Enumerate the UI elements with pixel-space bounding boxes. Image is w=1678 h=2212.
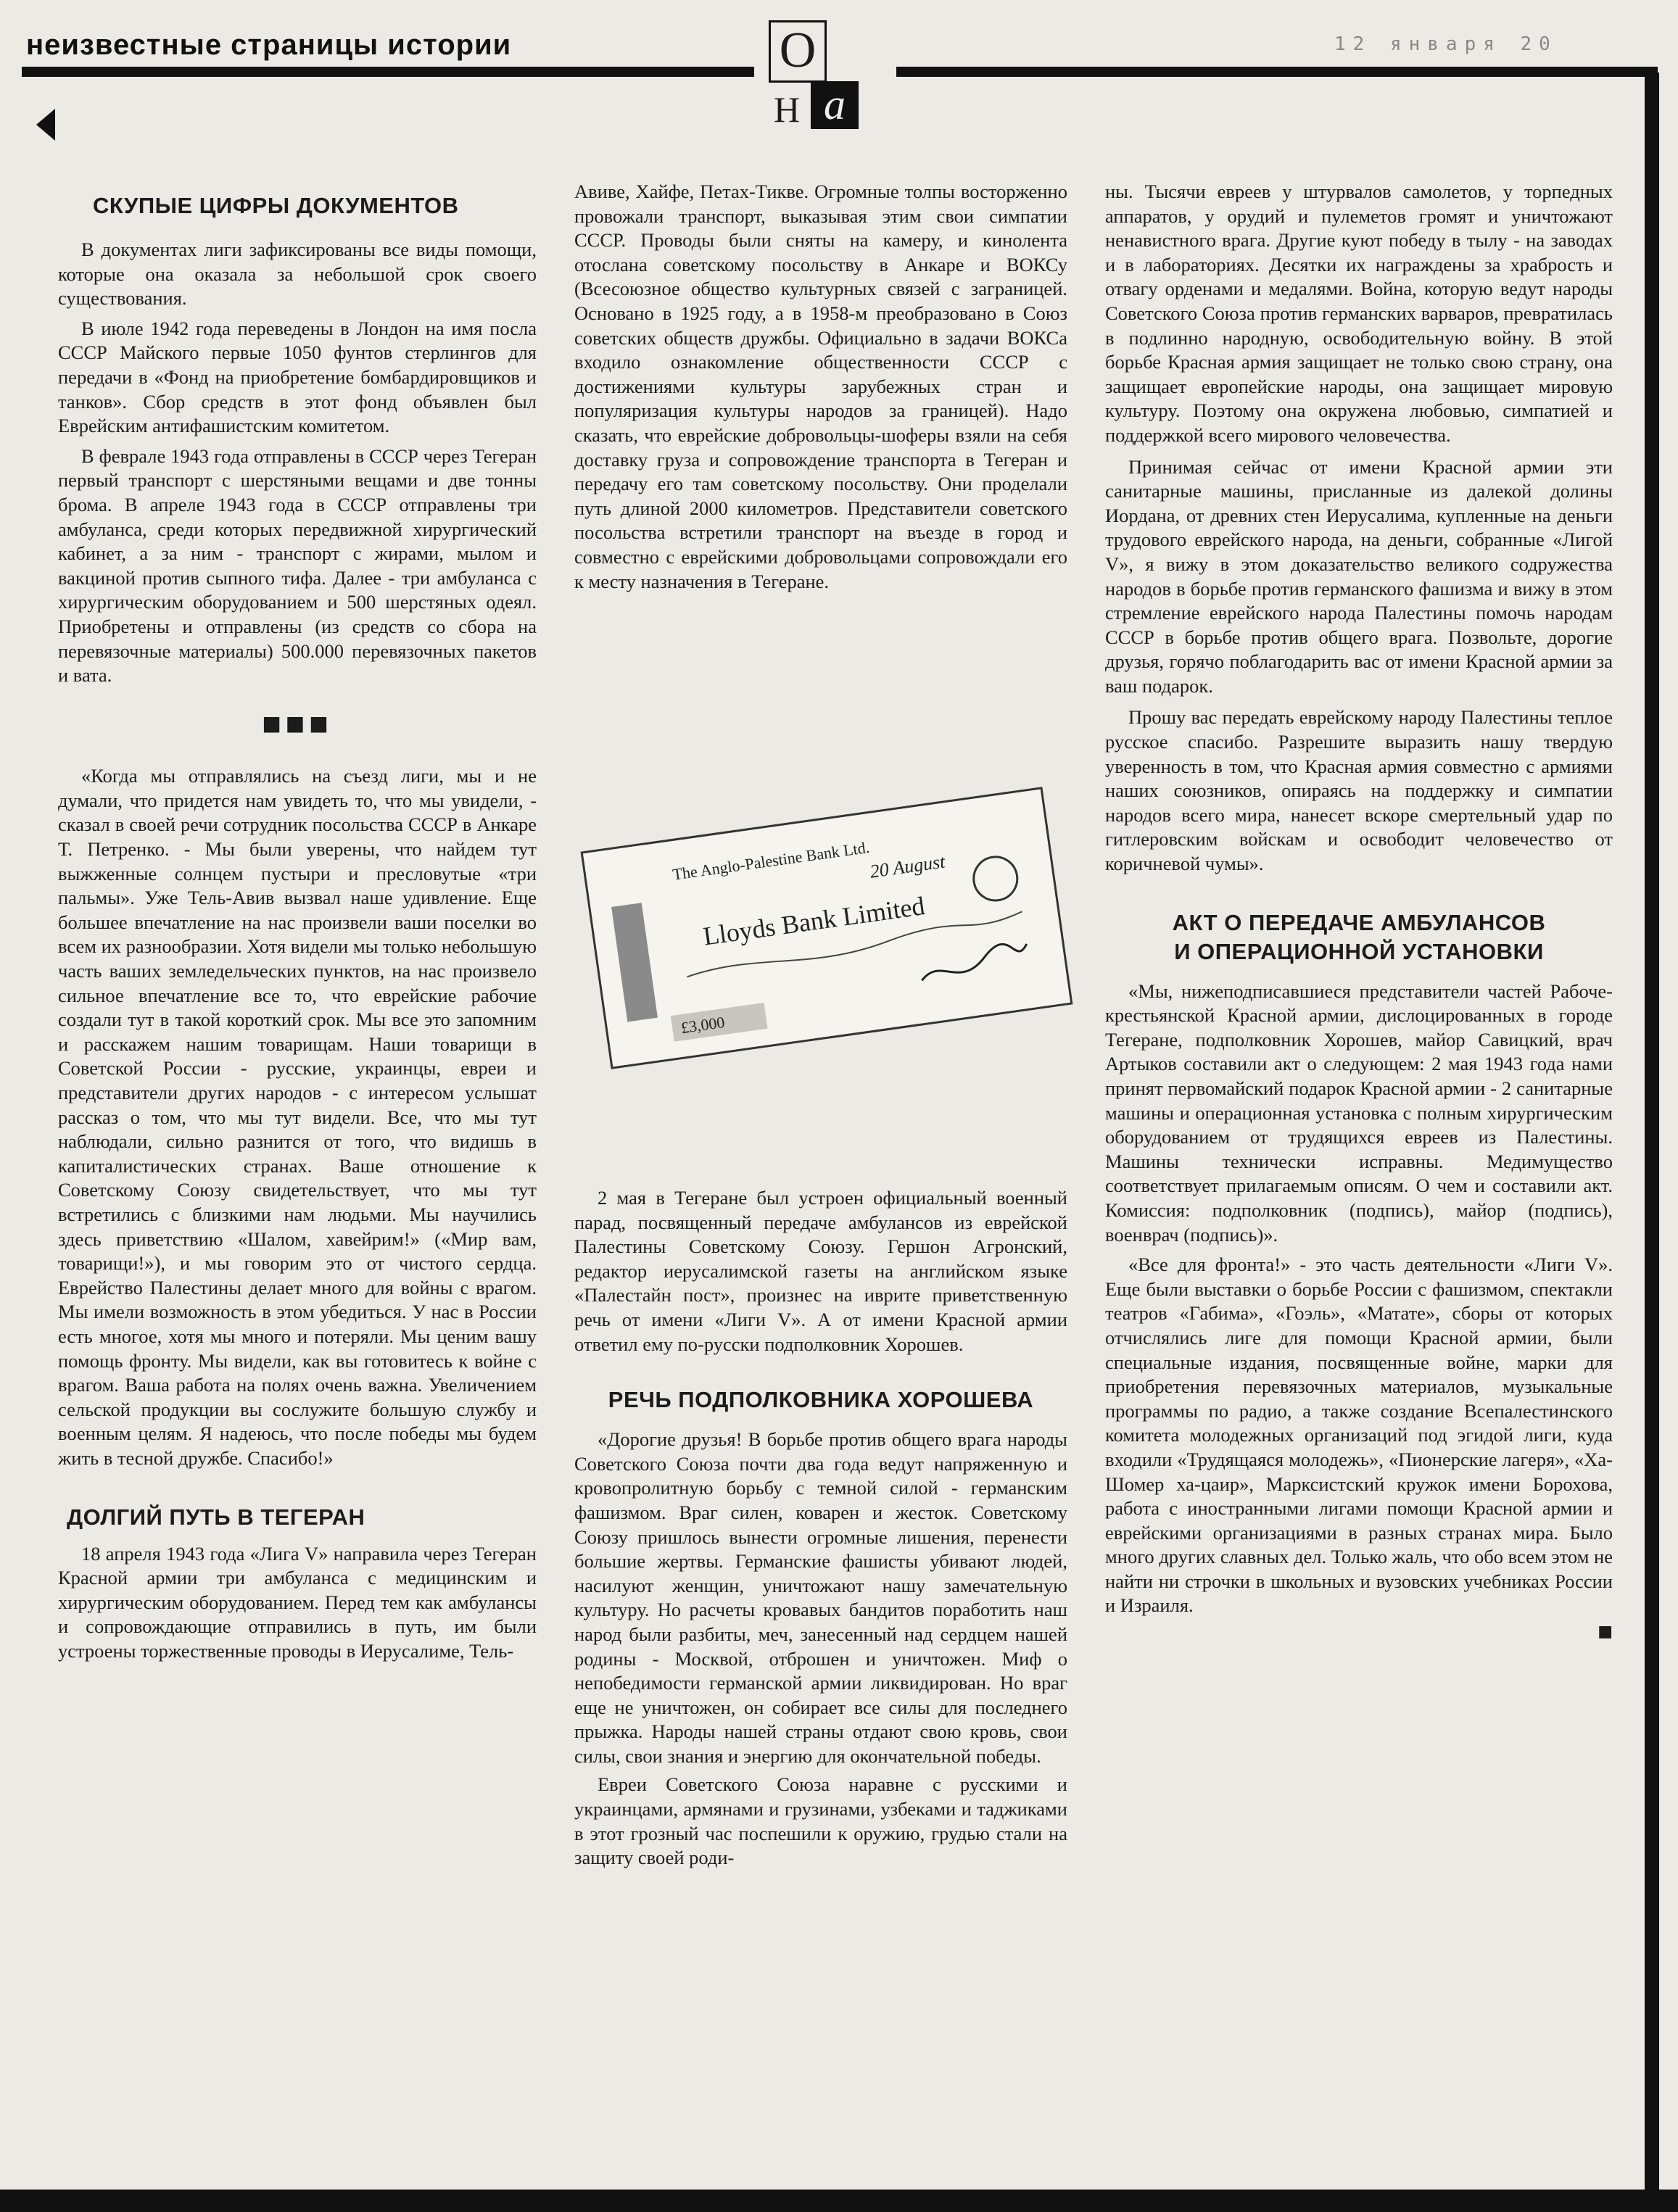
- back-arrow-icon: [36, 109, 55, 141]
- cheque-bank-top: The Anglo-Palestine Bank Ltd.: [671, 837, 871, 884]
- paragraph: «Все для фронта!» - это часть деятельности «Лиги V». Еще были выставки о борьбе России с фашизмом, спектакли театров «Габима», «Гоэль», «Матате», сборы от которых отчислялись лиге для помощи Красной армии, были специальные издания, посвященные войне, марки для приобретения перевязочных материалов, музыкальные программы по радио, а также создание Всепалестинского комитета молодежных организаций под эгидой лиги, куда входили «Трудящаяся молодежь», «Пионерские лагеря», «Ха-Шомер ха-цаир», Марксистский кружок имени Борохова, работа с иностранными лигами помощи Красной армии и еврейскими организациями в разных странах мира. Было много других славных дел. Только жаль, что обо всем этом не найти ни строчки в школьных и вузовских учебниках России и Израиля.: [1105, 1254, 1613, 1617]
- paragraph: «Дорогие друзья! В борьбе против общего врага народы Советского Союза почти два года ведут напряженную и кровопролитную борьбу с темной силой - германским фашизмом. Враг силен, коварен и жесток. Советскому Союзу пришлось вынести огромные лишения, перенести большие жертвы. Германские фашисты убивают людей, насилуют женщин, уничтожают нашу замечательную культуру. Но расчеты кровавых бандитов поработить наш народ были разбиты, меч, занесенный над сердцем нашей родины - Москвой, отброшен и уничтожен. Миф о непобедимости германской армии ликвидирован. Но враг еще не уничтожен, он собирает все силы для последнего прыжка. Народы нашей страны отдают свою кровь, свои силы, свои знания и энергию для окончательной победы.: [574, 1428, 1067, 1767]
- logo-letter-a: а: [811, 81, 859, 129]
- newspaper-logo: [769, 20, 892, 133]
- heading-transfer-act-line-2: И ОПЕРАЦИОННОЙ УСТАНОВКИ: [1174, 938, 1544, 964]
- paragraph: В феврале 1943 года отправлены в СССР через Тегеран первый транспорт с шерстяными вещами и две тонны брома. В апреле 1943 года в СССР отправлены три амбуланса, среди которых передвижной хирургический кабинет, а за ним - транспорт с жирами, мылом и вакциной против сыпного тифа. Далее - три амбуланса с хирургическим оборудованием и 500 шерстяных одеял. Приобретены и отправлены (из средств со сбора на перевязочные материалы) 500.000 перевязочных пакетов и вата.: [58, 444, 537, 687]
- cheque-amount: £3,000: [679, 1012, 726, 1037]
- paragraph: Принимая сейчас от имени Красной армии эти санитарные машины, присланные из далекой долины Иордана, от древних стен Иерусалима, купленные на деньги трудового еврейского народа, на деньги, собранные «Лигой V», я вижу в этом доказательство великого содружества народов в борьбе против германского фашизма и вижу в этом стремление еврейского народа Палестины помочь народам СССР в борьбе против общего врага. Позвольте, дорогие друзья, горячо поблагодарить вас от имени Красной армии за ваш подарок.: [1105, 455, 1613, 697]
- paragraph: «Когда мы отправлялись на съезд лиги, мы и не думали, что придется нам увидеть то, что мы увидели, - сказал в своей речи сотрудник посольства СССР в Анкаре Т. Петренко. - Мы были уверены, что найдем тут выжженные солнцем пустыри и пресловутые «три пальмы». Уже Тель-Авив вызвал наше удивление. Еще большее впечатление на нас произвели ваши поселки во всем их разнообразии. Хотя видели мы только небольшую часть ваших земледельческих пунктов, на нас произвело сильное впечатление все то, что еврейские рабочие создали тут в такой короткий срок. Мы все это запомним и расскажем нашим товарищам. Наши товарищи в Советской России - русские, украинцы, евреи и представители других народов - с интересом услышат рассказ о том, что мы тут видели. Все, что мы тут наблюдали, сильно разнится от того, что видишь в капиталистических странах. Ваше отношение к Советскому Союзу свидетельствует, что мы тут встретились с близкими нам людьми. Мы научились здесь приветствию «Шалом, хавейрим!» («Мир вам, товарищи!»), и мы говорим это от чистого сердца. Еврейство Палестины делает много для войны с врагом. Мы имели возможность в этом убедиться. У нас в России есть многое, хотя мы много и потеряли. Мы ценим вашу помощь фронту. Мы видели, как вы готовитесь к войне с врагом. Ваша работа на полях очень важна. Увеличением сельской продукции вы сослужите большую службу и военным целям. Я надеюсь, что после победы мы будем жить в тесной дружбе. Спасибо!»: [58, 765, 537, 1469]
- column-2-lower: [574, 1186, 1067, 1871]
- cheque-date: 20 August: [868, 850, 947, 882]
- paragraph: В июле 1942 года переведены в Лондон на имя посла СССР Майского первые 1050 фунтов стерлингов для передачи в «Фонд на приобретение бомбардировщиков и танков». Сбор средств в этот фонд объявлен был Еврейским антифашистским комитетом.: [58, 317, 537, 437]
- end-mark: ■: [1598, 1623, 1613, 1641]
- paragraph: ны. Тысячи евреев у штурвалов самолетов, у торпедных аппаратов, у орудий и пулеметов громят и уничтожают ненавистного врага. Другие куют победу в тылу - на заводах и в лабораториях. Десятки их награждены за храбрость и отвагу орденами и медалями. Война, которую ведут народы Советского Союза против германских варваров, превратилась в подлинно народную, освободительную войну. В этой борьбе Красная армия защищает не только свою страну, она защищает европейские народы, она защищает мировую культуру. Поэтому она окружена любовью, симпатией и поддержкой всего мирового человечества.: [1105, 181, 1613, 446]
- paragraph: 18 апреля 1943 года «Лига V» направила через Тегеран Красной армии три амбуланса с медицинским и хирургическим оборудованием. Перед тем как амбулансы и сопровождающие отправились в путь, им были устроены торжественные проводы в Иерусалиме, Тель-: [58, 1542, 537, 1662]
- section-rubric: неизвестные страницы истории: [26, 29, 512, 61]
- column-1: [58, 191, 537, 1663]
- right-margin-rule: [1645, 73, 1659, 2190]
- heading-transfer-act-line-1: АКТ О ПЕРЕДАЧЕ АМБУЛАНСОВ: [1172, 909, 1546, 935]
- paragraph: Евреи Советского Союза наравне с русскими и украинцами, армянами и грузинами, узбеками и таджиками в этот грозный час поспешили к оружию, грудью стали на защиту своей роди-: [574, 1773, 1067, 1869]
- logo-letter-n: Н: [773, 89, 801, 130]
- column-3: [1105, 180, 1613, 1644]
- header-rule-right: [896, 67, 1658, 77]
- issue-date: 12 января 20: [1334, 33, 1558, 55]
- column-2: [574, 180, 1067, 594]
- bottom-rule: [0, 2190, 1678, 2212]
- heading-long-way-to-tehran: ДОЛГИЙ ПУТЬ В ТЕГЕРАН: [67, 1504, 365, 1530]
- section-divider: ■■■: [262, 711, 333, 735]
- cheque-image: [573, 776, 1080, 1080]
- heading-scant-figures: СКУПЫЕ ЦИФРЫ ДОКУМЕНТОВ: [93, 193, 459, 218]
- heading-khoroshev-speech: РЕЧЬ ПОДПОЛКОВНИКА ХОРОШЕВА: [608, 1387, 1034, 1413]
- paragraph: Авиве, Хайфе, Петах-Тикве. Огромные толпы восторженно провожали транспорт, выказывая этим свои симпатии СССР. Проводы были сняты на камеру, и кинолента отослана советскому посольству в Анкаре и ВОКСу (Всесоюзное общество культурных связей с заграницей. Основано в 1925 году, а в 1958-м преобразовано в Союз советских обществ дружбы. Официально в задачи ВОКСа входило ознакомление общественности СССР с достижениями культуры зарубежных стран и популяризация культуры народов за границей). Надо сказать, что еврейские добровольцы-шоферы взяли на себя доставку груза и сопровождение транспорта в Тегеран и передачу его там советскому посольству. Они проделали путь длиной 2000 километров. Представители советского посольства встретили транспорт на въезде в город и совместно с еврейскими добровольцами сопровождали его к месту назначения в Тегеране.: [574, 181, 1067, 592]
- paragraph: Прошу вас передать еврейскому народу Палестины теплое русское спасибо. Разрешите выразить нашу твердую уверенность в том, что Красная армия совместно с армиями наших союзников, опираясь на поддержку и симпатии народов всего мира, нанесет вскоре смертельный удар по гитлеровским войскам и освободит человечество от коричневой чумы».: [1105, 706, 1613, 875]
- paragraph: «Мы, нижеподписавшиеся представители частей Рабоче-крестьянской Красной армии, дислоцированных в городе Тегеране, подполковник Хорошев, майор Савицкий, врач Артыков составили акт о следующем: 2 мая 1943 года нами принят первомайский подарок Красной армии - 2 санитарные машины и операционная установка с полным хирургическим оборудованием от трудящихся евреев из Палестины. Машины технически исправны. Медимущество соответствует прилагаемым описям. О чем и составили акт. Комиссия: подполковник (подпись), майор (подпись), военврач (подпись)».: [1105, 979, 1613, 1246]
- cheque-bank-main: Lloyds Bank Limited: [701, 891, 927, 951]
- paragraph: 2 мая в Тегеране был устроен официальный военный парад, посвященный передаче амбулансов из еврейской Палестины Советскому Союзу. Гершон Агронский, редактор иерусалимской газеты на английском языке «Палестайн пост», произнес на иврите приветственную речь от имени «Лиги V». А от имени Красной армии ответил ему по-русски подполковник Хорошев.: [574, 1187, 1067, 1355]
- paragraph: В документах лиги зафиксированы все виды помощи, которые она оказала за небольшой срок своего существования.: [58, 239, 537, 310]
- logo-letter-o: О: [769, 20, 827, 83]
- header-rule-left: [22, 67, 754, 77]
